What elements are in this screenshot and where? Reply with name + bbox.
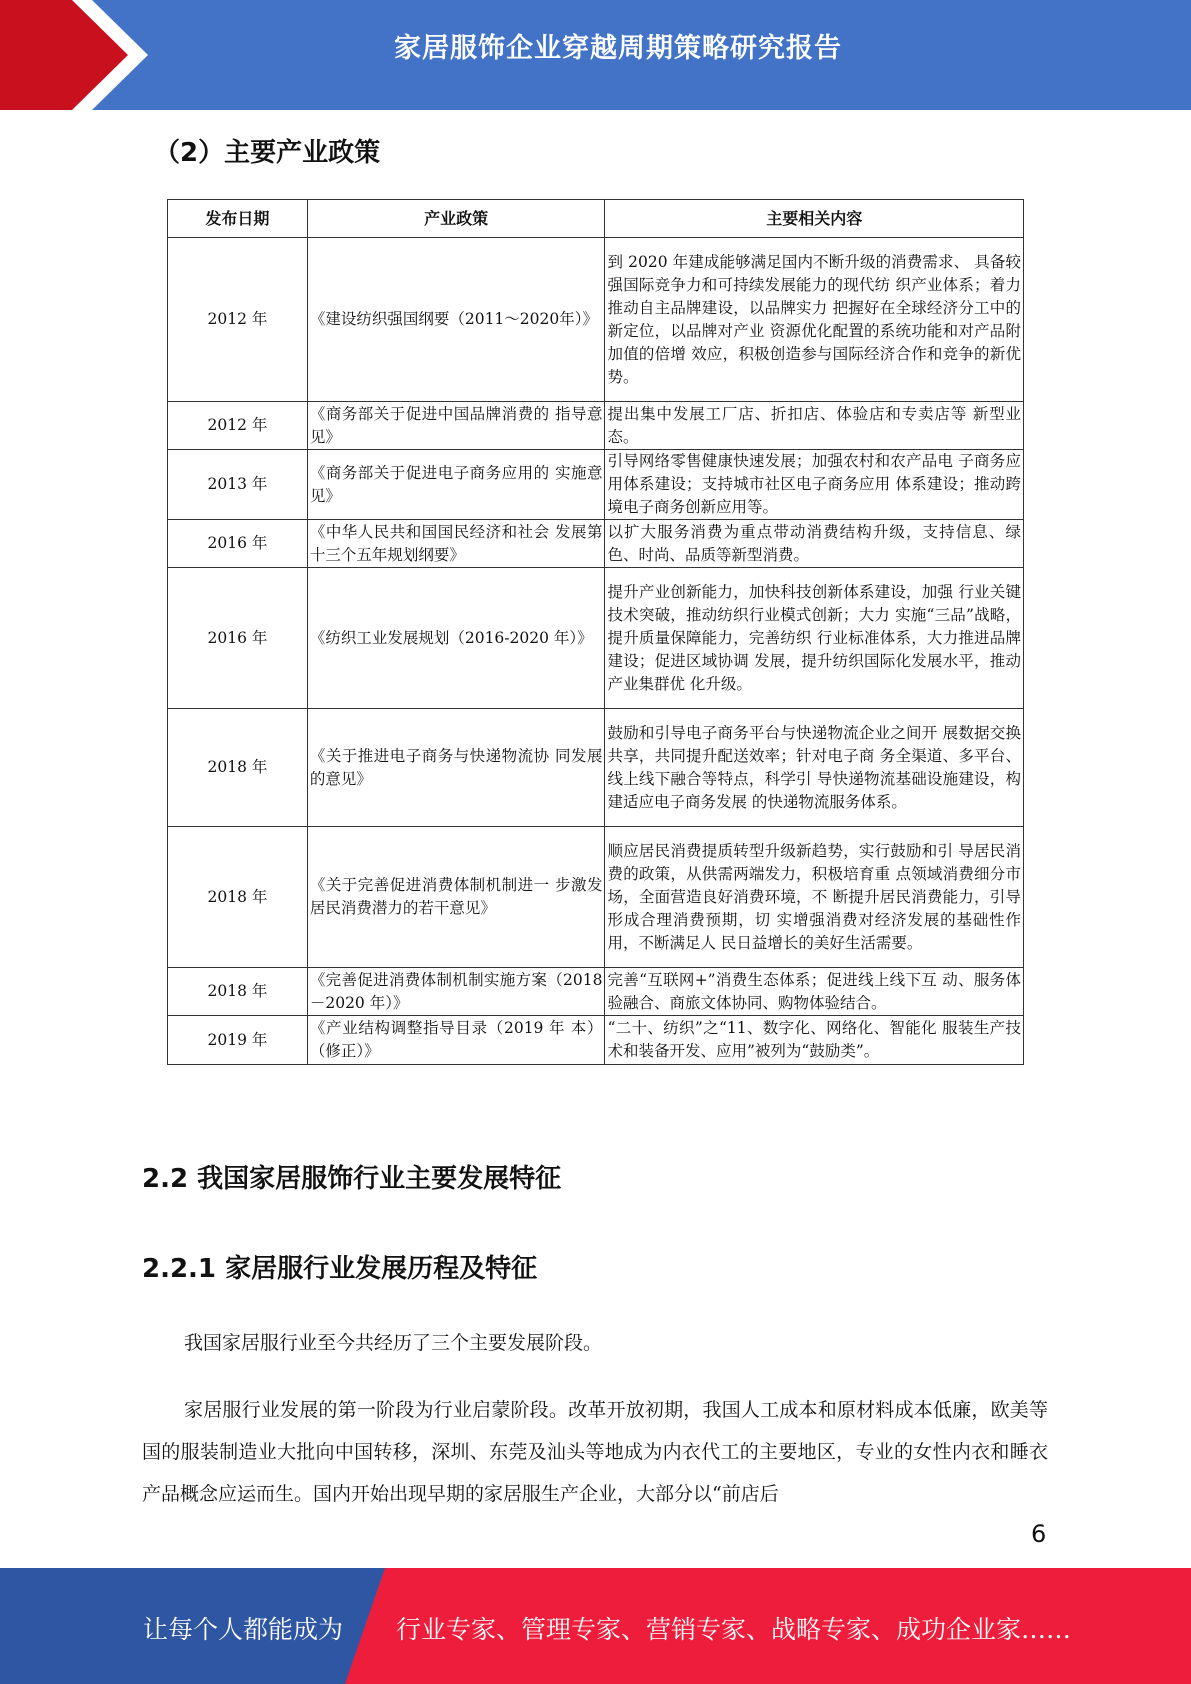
row-content: “二十、纺织”之“11、数字化、网络化、智能化 服装生产技术和装备开发、应用”被列为“鼓励类”。 — [605, 1016, 1024, 1065]
table-header-row — [168, 200, 1024, 238]
column-header-policy: 产业政策 — [307, 200, 605, 238]
row-content: 顺应居民消费提质转型升级新趋势，实行鼓励和引 导居民消费的政策，从供需两端发力，积极培育重 点领域消费细分市场，全面营造良好消费环境，不 断提升居民消费能力，引导形成合理消费预期，切 实增强消费对经济发展的基础性作用，不断满足人 民日益增长的美好生活需要。 — [605, 827, 1024, 968]
row-date: 2012 年 — [168, 238, 308, 402]
row-policy-text: 《完善促进消费体制机制实施方案（2018－2020 年）》 — [309, 970, 603, 1012]
footer-slogan-right: 行业专家、管理专家、营销专家、战略专家、成功企业家…… — [396, 1615, 1072, 1644]
row-content: 完善“互联网+”消费生态体系；促进线上线下互 动、服务体验融合、商旅文体协同、购物体验结合。 — [605, 968, 1024, 1016]
table-row — [168, 709, 1024, 827]
row-policy — [307, 968, 605, 1016]
body-paragraph: 我国家居服行业至今共经历了三个主要发展阶段。 — [184, 1332, 603, 1354]
row-policy: 《关于完善促进消费体制机制进一 步激发居民消费潜力的若干意见》 — [307, 827, 605, 968]
row-content: 以扩大服务消费为重点带动消费结构升级，支持信息、绿色、时尚、品质等新型消费。 — [605, 520, 1024, 568]
row-policy: 《中华人民共和国国民经济和社会 发展第十三个五年规划纲要》 — [307, 520, 605, 568]
table-row — [168, 1016, 1024, 1065]
column-header-content: 主要相关内容 — [605, 200, 1024, 238]
table-row — [168, 238, 1024, 402]
row-date: 2019 年 — [168, 1016, 308, 1065]
table-row — [168, 450, 1024, 520]
section-heading-2-2-1: 2.2.1 家居服行业发展历程及特征 — [142, 1254, 538, 1284]
table-row — [168, 520, 1024, 568]
table-row — [168, 827, 1024, 968]
row-content: 引导网络零售健康快速发展；加强农村和农产品电 子商务应用体系建设；支持城市社区电子商务应用 体系建设；推动跨境电子商务创新应用等。 — [605, 450, 1024, 520]
row-date: 2018 年 — [168, 709, 308, 827]
policy-table — [167, 199, 1024, 1065]
section-heading-policy: （2）主要产业政策 — [154, 138, 381, 168]
page-number: 6 — [1031, 1520, 1047, 1548]
row-policy: 《关于推进电子商务与快递物流协 同发展的意见》 — [307, 709, 605, 827]
row-date: 2016 年 — [168, 568, 308, 709]
row-policy: 《纺织工业发展规划（2016-2020 年）》 — [307, 568, 605, 709]
table-row — [168, 568, 1024, 709]
table-row — [168, 968, 1024, 1016]
body-paragraph: 家居服行业发展的第一阶段为行业启蒙阶段。改革开放初期，我国人工成本和原材料成本低廉，欧美等国的服装制造业大批向中国转移，深圳、东莞及汕头等地成为内衣代工的主要地区，专业的女性内衣和睡衣产品概念应运而生。国内开始出现早期的家居服生产企业，大部分以“前店后 — [142, 1399, 1048, 1505]
row-content: 提出集中发展工厂店、折扣店、体验店和专卖店等 新型业态。 — [605, 402, 1024, 450]
page-footer — [0, 1568, 1191, 1684]
row-policy: 《建设纺织强国纲要（2011～2020年）》 — [307, 238, 605, 402]
row-policy: 《产业结构调整指导目录（2019 年 本）（修正）》 — [307, 1016, 605, 1065]
row-content: 到 2020 年建成能够满足国内不断升级的消费需求、 具备较强国际竞争力和可持续发展能力的现代纺 织产业体系；着力推动自主品牌建设，以品牌实力 把握好在全球经济分工中的新定位，以品牌对产业 资源优化配置的系统功能和对产品附加值的倍增 效应，积极创造参与国际经济合作和竞争的新优 势。 — [605, 238, 1024, 402]
row-date: 2012 年 — [168, 402, 308, 450]
footer-slogan-left: 让每个人都能成为 — [143, 1615, 344, 1644]
report-title: 家居服饰企业穿越周期策略研究报告 — [394, 33, 842, 64]
section-heading-2-2: 2.2 我国家居服饰行业主要发展特征 — [142, 1164, 562, 1194]
row-date: 2018 年 — [168, 827, 308, 968]
page-header — [0, 0, 1191, 110]
table-row — [168, 402, 1024, 450]
row-policy: 《商务部关于促进电子商务应用的 实施意见》 — [307, 450, 605, 520]
row-date: 2013 年 — [168, 450, 308, 520]
row-content: 提升产业创新能力，加快科技创新体系建设，加强 行业关键技术突破，推动纺织行业模式创新；大力 实施“三品”战略，提升质量保障能力，完善纺织 行业标准体系，大力推进品牌建设；促进区域协调 发展，提升纺织国际化发展水平，推动产业集群优 化升级。 — [605, 568, 1024, 709]
row-policy: 《商务部关于促进中国品牌消费的 指导意见》 — [307, 402, 605, 450]
column-header-date: 发布日期 — [168, 200, 308, 238]
row-date: 2016 年 — [168, 520, 308, 568]
row-date: 2018 年 — [168, 968, 308, 1016]
row-content: 鼓励和引导电子商务平台与快递物流企业之间开 展数据交换共享，共同提升配送效率；针对电子商 务全渠道、多平台、线上线下融合等特点，科学引 导快递物流基础设施建设，构建适应电子商务发展 的快递物流服务体系。 — [605, 709, 1024, 827]
